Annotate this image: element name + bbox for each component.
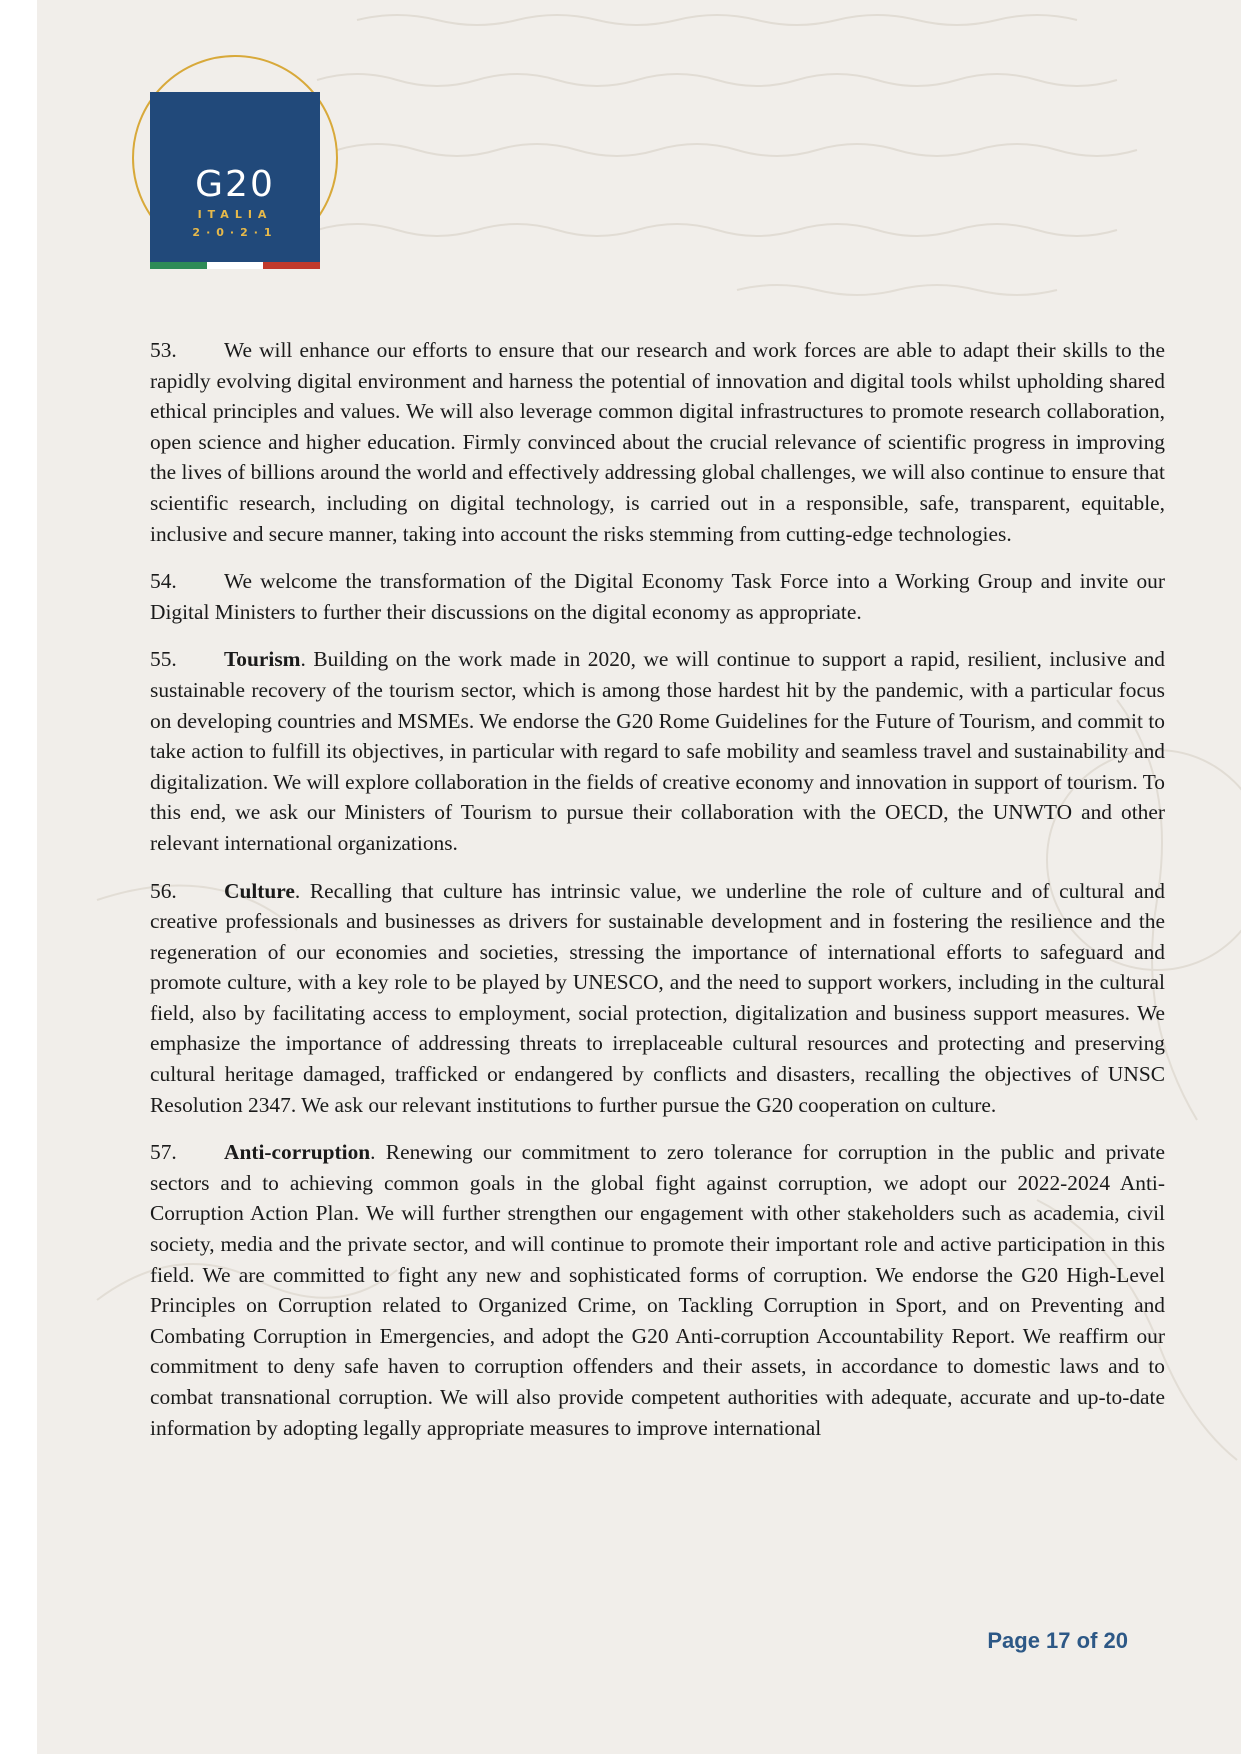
paragraph-number: 55. [150, 647, 177, 672]
paragraph-text: . Building on the work made in 2020, we will continue to support a rapid, resilient, inclusive and sustainable recovery of the tourism sector, which is among those hardest hit by the pandemic, with a particular focus on developing countries and MSMEs. We endorse the G20 Rome Guidelines for the Future of Tourism, and commit to take action to fulfill its objectives, in particular with regard to safe mobility and seamless travel and sustainability and digitalization. We will explore collaboration in the fields of creative economy and innovation in support of tourism. To this end, we ask our Ministers of Tourism to pursue their collaboration with the OECD, the UNWTO and other relevant international organizations. [150, 647, 1165, 855]
paragraph-57 [150, 1137, 1165, 1443]
logo-box [150, 92, 320, 262]
paragraph-keyword: Tourism [224, 647, 301, 672]
paragraph-53 [150, 335, 1165, 549]
paragraph-number: 53. [150, 338, 177, 362]
paragraph-55 [150, 644, 1165, 858]
paragraph-keyword: Anti-corruption [224, 1140, 371, 1165]
paragraph-56 [150, 876, 1165, 1121]
paragraph-text: We will enhance our efforts to ensure that our research and work forces are able to adapt their skills to the rapidly evolving digital environment and harness the potential of innovation and digital tools whilst upholding shared ethical principles and values. We will also leverage common digital infrastructures to promote research collaboration, open science and higher education. Firmly convinced about the crucial relevance of scientific progress in improving the lives of billions around the world and effectively addressing global challenges, we will also continue to ensure that scientific research, including on digital technology, is carried out in a responsible, safe, transparent, equitable, inclusive and secure manner, taking into account the risks stemming from cutting-edge technologies. [150, 338, 1165, 546]
paragraph-text: We welcome the transformation of the Digital Economy Task Force into a Working Group and invite our Digital Ministers to further their discussions on the digital economy as appropriate. [150, 569, 1165, 624]
document-page [37, 0, 1241, 1754]
paragraph-number: 54. [150, 569, 177, 594]
logo-flag-stripe [150, 262, 320, 269]
paragraph-number: 57. [150, 1140, 177, 1165]
paragraph-keyword: Culture [224, 878, 295, 903]
page-number-label: Page 17 of 20 [987, 1628, 1128, 1653]
logo-country: ITALIA [197, 208, 273, 221]
document-body [150, 335, 1165, 1460]
paragraph-54 [150, 566, 1165, 627]
paragraph-text: . Recalling that culture has intrinsic value, we underline the role of culture and of cultural and creative professionals and businesses as drivers for sustainable development and in fostering the resilience and the regeneration of our economies and societies, stressing the importance of international efforts to safeguard and promote culture, with a key role to be played by UNESCO, and the need to support workers, including in the cultural field, also by facilitating access to employment, social protection, digitalization and business support measures. We emphasize the importance of addressing threats to irreplaceable cultural resources and protecting and preserving cultural heritage damaged, trafficked or endangered by conflicts and disasters, recalling the objectives of UNSC Resolution 2347. We ask our relevant institutions to further pursue the G20 cooperation on culture. [150, 878, 1165, 1117]
logo-mark: G20 [195, 164, 275, 205]
g20-italia-logo [150, 92, 320, 269]
paragraph-number: 56. [150, 878, 177, 903]
paragraph-text: . Renewing our commitment to zero tolerance for corruption in the public and private sectors and to achieving common goals in the global fight against corruption, we adopt our 2022-2024 Anti-Corruption Action Plan. We will further strengthen our engagement with other stakeholders such as academia, civil society, media and the private sector, and will continue to promote their important role and active participation in this field. We are committed to fight any new and sophisticated forms of corruption. We endorse the G20 High-Level Principles on Corruption related to Organized Crime, on Tackling Corruption in Sport, and on Preventing and Combating Corruption in Emergencies, and adopt the G20 Anti-corruption Accountability Report. We reaffirm our commitment to deny safe haven to corruption offenders and their assets, in accordance to domestic laws and to combat transnational corruption. We will also provide competent authorities with adequate, accurate and up-to-date information by adopting legally appropriate measures to improve international [150, 1140, 1165, 1440]
logo-year: 2·0·2·1 [192, 226, 278, 239]
